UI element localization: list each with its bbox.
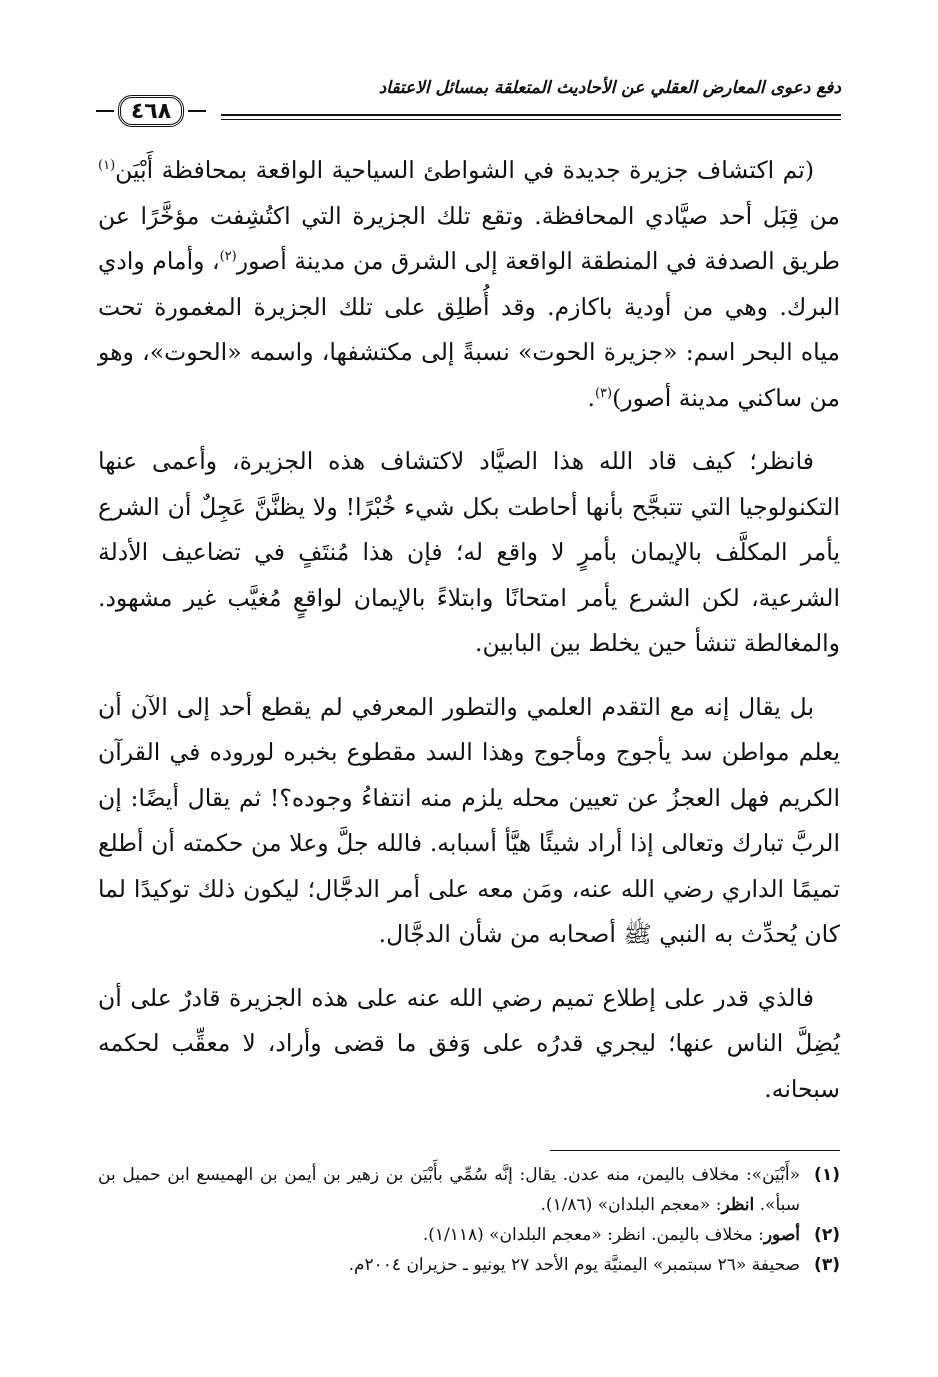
- footnote-text: صحيفة «٢٦ سبتمبر» اليمنيَّة يوم الأحد ٢٧ يونيو ـ حزيران ٢٠٠٤م.: [348, 1255, 800, 1275]
- footnote-3: [98, 1250, 840, 1280]
- text-segment: ، وأمام وادي البرك. وهي من أودية باكازم. وقد أُطلِق على تلك الجزيرة المغمورة تحت مياه البحر اسم: «جزيرة الحوت» نسبةً إلى مكتشفها، واسمه «الحوت»، وهو من ساكني مدينة أصور): [98, 247, 840, 412]
- footnote-number: (١): [814, 1165, 840, 1185]
- footnote-number: (٢): [814, 1225, 840, 1245]
- page-number-frame: [96, 94, 206, 128]
- footnote-label: أصور: [763, 1225, 800, 1245]
- footnote-1: [98, 1160, 840, 1220]
- main-text: [98, 148, 840, 1130]
- footnote-ref-2: (٢): [219, 249, 237, 265]
- text-segment: (تم اكتشاف جزيرة جديدة في الشواطئ السياحية الواقعة بمحافظة أَبْيَن: [115, 156, 814, 184]
- frame-dash-left: [96, 110, 114, 112]
- footnote-ref-3: (٣): [594, 385, 613, 401]
- page-header: [96, 70, 841, 128]
- paragraph: فالذي قدر على إطلاع تميم رضي الله عنه على هذه الجزيرة قادرٌ على أن يُضِلَّ الناس عنها؛ ليجري قدرُه على وَفق ما قضى وأراد، لا معقِّب لحكمه سبحانه.: [98, 983, 840, 1103]
- footnote-text: «أَبْيَن»: مخلاف باليمن، منه عدن. يقال: إنَّه سُمِّي بأَبْيَن بن زهير بن أيمن بن الهميسع ابن حميل بن سبأ».: [98, 1165, 800, 1215]
- footnote-text: : مخلاف باليمن. انظر: «معجم البلدان» (١/١١٨).: [422, 1225, 764, 1245]
- footnote-text: : «معجم البلدان» (١/٨٦).: [540, 1195, 722, 1215]
- text-segment: .: [587, 383, 595, 412]
- footnote-label: انظر: [721, 1195, 755, 1215]
- footnotes: [98, 1160, 840, 1280]
- paragraph: فانظر؛ كيف قاد الله هذا الصيَّاد لاكتشاف هذه الجزيرة، وأعمى عنها التكنولوجيا التي تتبجَّح بأنها أحاطت بكل شيء خُبْرًا! ولا يظنَّنَّ عَجِلٌ أن الشرع يأمر المكلَّف بالإيمان بأمرٍ لا واقع له؛ فإن هذا مُنتَفٍ في تضاعيف الأدلة الشرعية، لكن الشرع يأمر امتحانًا وابتلاءً بالإيمان لواقعٍ مُغيَّب غير مشهود. والمغالطة تنشأ حين يخلط بين البابين.: [98, 447, 840, 657]
- paragraph: بل يقال إنه مع التقدم العلمي والتطور المعرفي لم يقطع أحد إلى الآن أن يعلم مواطن سد يأجوج ومأجوج وهذا السد مقطوع بخبره لوروده في القرآن الكريم فهل العجزُ عن تعيين محله يلزم منه انتفاءُ وجوده؟! ثم يقال أيضًا: إن الربَّ تبارك وتعالى إذا أراد شيئًا هيَّأ أسبابه. فالله جلَّ وعلا من حكمته أن أطلع تميمًا الداري رضي الله عنه، ومَن معه على أمر الدجَّال؛ ليكون ذلك توكيدًا لما كان يُحدِّث به النبي ﷺ أصحابه من شأن الدجَّال.: [98, 692, 840, 948]
- book-title: دفع دعوى المعارض العقلي عن الأحاديث المتعلقة بمسائل الاعتقاد: [378, 78, 841, 98]
- paragraph-quote: [98, 148, 840, 421]
- footnote-number: (٣): [814, 1255, 840, 1275]
- footnote-separator: [550, 1150, 840, 1151]
- text-segment: من قِبَل أحد صيَّادي المحافظة. وتقع تلك الجزيرة التي اكتُشِفت مؤخَّرًا عن طريق الصدفة في المنطقة الواقعة إلى الشرق من مدينة أصور: [98, 201, 840, 275]
- footnote-ref-1: (١): [98, 158, 116, 174]
- frame-dash-right: [188, 110, 206, 112]
- footnote-2: [98, 1220, 840, 1250]
- page-number: ٤٦٨: [130, 98, 172, 124]
- header-rule: [221, 114, 841, 116]
- header-rule-thin: [221, 119, 841, 120]
